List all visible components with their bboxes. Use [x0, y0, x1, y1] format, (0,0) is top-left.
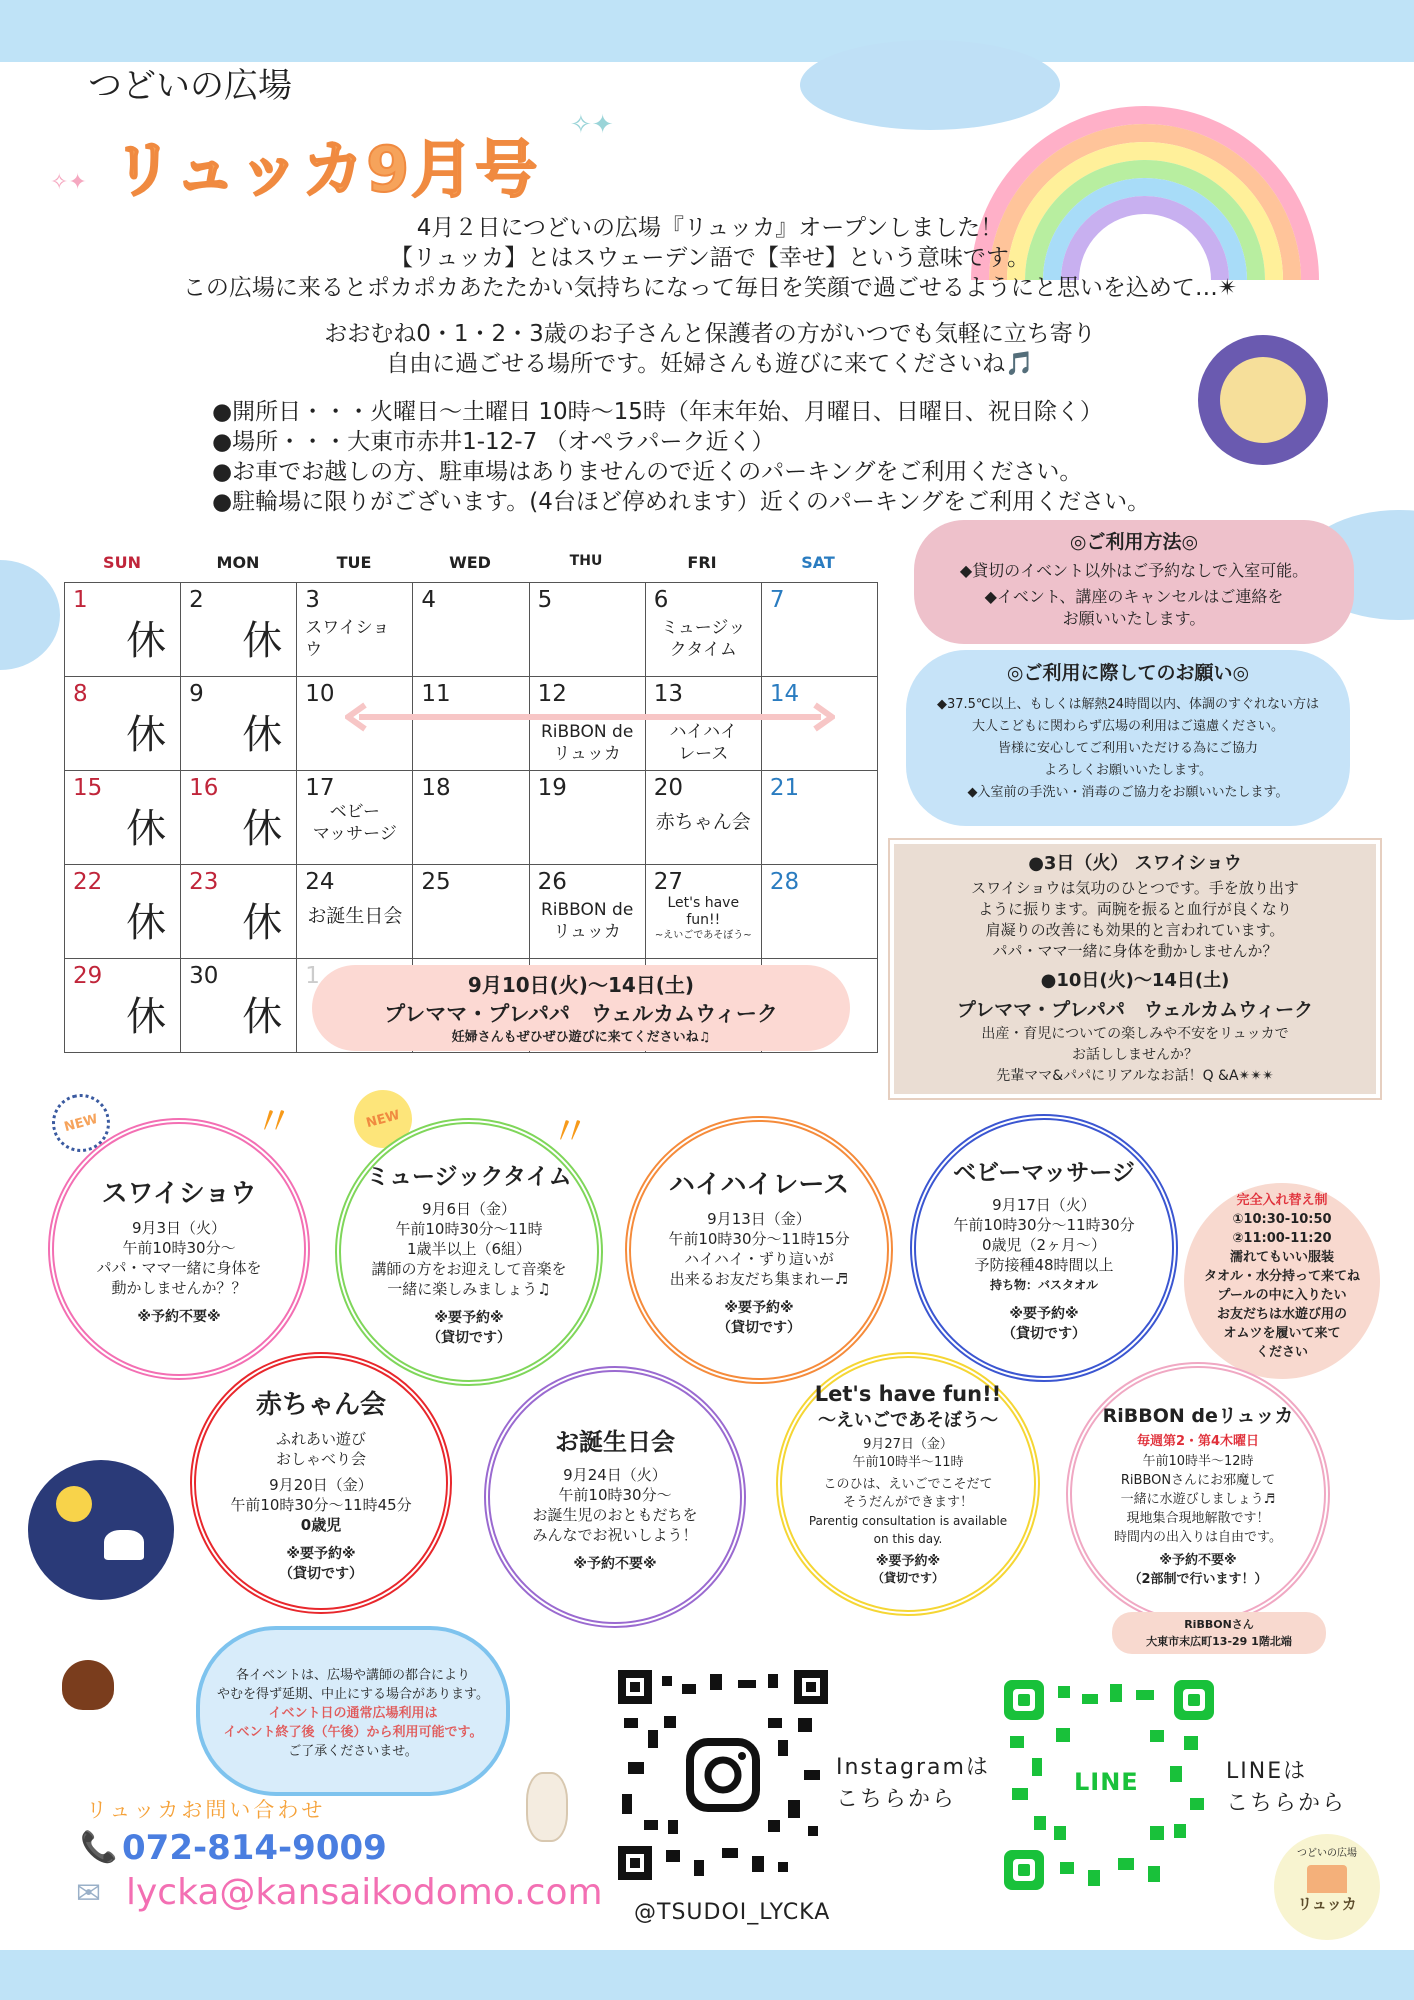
event-text: 午前10時30分〜: [558, 1485, 672, 1504]
line-label: [1226, 1756, 1346, 1820]
event-label: fun!!: [686, 912, 721, 928]
notice-text: ように振ります。両腕を振ると血行が良くなり: [978, 900, 1292, 918]
chestnut-icon: [62, 1660, 114, 1710]
event-text: 午前10時30分〜: [122, 1238, 236, 1257]
day-number: 25: [421, 869, 451, 895]
lycka-logo: [1274, 1834, 1380, 1940]
closed-mark: 休: [126, 712, 167, 758]
new-badge: NEW: [45, 1087, 116, 1158]
event-text: 9月24日（火）: [563, 1465, 667, 1484]
event-label: 赤ちゃん会: [655, 811, 751, 833]
event-note: ※予約不要※: [1159, 1553, 1237, 1568]
event-title: ベビーマッサージ: [953, 1159, 1135, 1186]
top-sky-band: [0, 0, 1414, 62]
event-title: 赤ちゃん会: [255, 1389, 386, 1420]
day-number: 15: [73, 775, 103, 801]
cancel-text: イベント終了後（午後）から利用可能です。: [223, 1725, 483, 1740]
event-text: 午前10時半〜11時: [852, 1455, 964, 1470]
mail-icon: ✉: [76, 1876, 102, 1911]
cancel-text: ご了承くださいませ。: [288, 1744, 418, 1759]
intro-line: 【リュッカ】とはスウェーデン語で【幸せ】という意味です。: [389, 245, 1031, 271]
day-number: 2: [189, 587, 204, 613]
day-header: TUE: [336, 553, 372, 572]
event-text: 午前10時30分〜11時: [395, 1219, 543, 1238]
event-note: ※要予約※: [286, 1545, 356, 1562]
day-number: 5: [537, 587, 553, 613]
day-number: 6: [653, 587, 669, 613]
notice-box: [890, 840, 1380, 1098]
day-header: FRI: [687, 553, 717, 572]
instagram-label-line: こちらから: [836, 1787, 957, 1812]
day-cell: [761, 583, 877, 677]
notice-text: 出産・育児についての楽しみや不安をリュッカで: [981, 1026, 1289, 1042]
day-number: 24: [305, 869, 335, 895]
notice-text: 肩凝りの改善にも効果的と言われています。: [985, 921, 1285, 939]
welcome-note: 妊婦さんもぜひぜひ遊びに来てくださいね♫: [451, 1030, 711, 1045]
notice-text: 先輩ママ&パパにリアルなお話！Q &A✴︎✴︎✴︎: [996, 1068, 1274, 1084]
request-text: 皆様に安心してご利用いただける為にご協力: [997, 741, 1258, 756]
usage-box: [914, 520, 1354, 644]
event-label: お誕生日会: [307, 905, 403, 927]
closed-mark: 休: [126, 994, 167, 1040]
event-note: （貸切です）: [279, 1565, 363, 1582]
instagram-label: [836, 1752, 990, 1816]
event-note: ※要予約※: [724, 1299, 794, 1316]
new-badge: NEW: [347, 1083, 418, 1154]
notice-text: パパ・ママ一緒に身体を動かしませんか？: [992, 942, 1278, 960]
event-note: （貸切です）: [427, 1329, 511, 1346]
ribbon-info-text: お友だちは水遊び用の: [1216, 1307, 1347, 1322]
event-text: ハイハイ・ずり這いが: [684, 1249, 834, 1268]
logo-text: リュッカ: [1297, 1895, 1357, 1913]
day-header: THU: [569, 553, 603, 569]
instagram-qr-code[interactable]: [618, 1670, 828, 1880]
day-cell: [181, 771, 297, 865]
event-text: 予防接種48時間以上: [974, 1255, 1114, 1274]
event-text: お誕生児のおともだちを: [532, 1505, 698, 1524]
cancel-text: イベント日の通常広場利用は: [268, 1706, 438, 1721]
day-cell: [297, 583, 413, 677]
ribbon-address: [1112, 1612, 1326, 1654]
event-text: 9月27日（金）: [863, 1437, 953, 1452]
intro-line: 自由に過ごせる場所です。妊婦さんも遊びに来てくださいね🎵: [386, 351, 1034, 377]
ribbon-address-text: 大東市末広町13-29 1階北端: [1146, 1635, 1292, 1648]
sparkle-icon: ✧✦: [50, 170, 87, 195]
page-title: リュッカ9月号: [112, 133, 540, 206]
day-cell: [413, 865, 529, 959]
day-cell: [297, 865, 413, 959]
welcome-date: 9月10日(火)〜14日(土): [467, 973, 695, 997]
info-line: ●駐輪場に限りがございます。(4台ほど停めれます）近くのパーキングをご利用ください。: [212, 489, 1151, 515]
ribbon-info-text: 濡れてもいい服装: [1229, 1250, 1334, 1265]
day-cell: [645, 771, 761, 865]
event-label: スワイショウ: [305, 618, 390, 660]
event-text: RiBBONさんにお邪魔して: [1120, 1473, 1276, 1488]
event-circle-music: [335, 1118, 603, 1386]
day-number: 22: [73, 869, 103, 895]
day-number: 17: [305, 775, 335, 801]
day-number: 11: [421, 681, 451, 707]
cancel-text: やむを得ず延期、中止にする場合があります。: [217, 1687, 489, 1702]
event-label: RiBBON de リュッカ: [540, 900, 634, 942]
instagram-handle[interactable]: @TSUDOI_LYCKA: [634, 1900, 831, 1925]
day-number: 16: [189, 775, 219, 801]
day-cell: [65, 865, 181, 959]
event-title: ハイハイレース: [668, 1169, 850, 1200]
day-number: 29: [73, 963, 103, 989]
day-number: 7: [769, 587, 785, 613]
event-text: on this day.: [873, 1532, 943, 1546]
event-circle-babymassage: [910, 1114, 1178, 1382]
sparkle-icon: ✧✦: [570, 110, 614, 140]
event-note: （貸切です）: [871, 1571, 944, 1585]
usage-title: ◎ご利用方法◎: [1069, 531, 1199, 553]
day-number: 13: [653, 681, 683, 707]
event-note: ※要予約※: [1009, 1305, 1079, 1322]
notice-title: ●3日（火） スワイショウ: [1028, 853, 1242, 874]
day-cell: [65, 771, 181, 865]
closed-mark: 休: [242, 618, 283, 664]
line-logo: LINE: [1074, 1768, 1139, 1796]
event-circle-birthday: [484, 1366, 746, 1628]
closed-mark: 休: [242, 806, 283, 852]
day-cell: [181, 677, 297, 771]
request-text: よろしくお願いいたします。: [1044, 763, 1212, 778]
event-text: 現地集合現地解散です！: [1126, 1511, 1270, 1526]
day-number: 1: [73, 587, 88, 613]
line-label-line: LINEは: [1226, 1759, 1308, 1784]
day-cell: [65, 677, 181, 771]
day-number: 27: [653, 869, 683, 895]
event-title: RiBBON deリュッカ: [1102, 1405, 1294, 1427]
event-title: お誕生日会: [555, 1427, 675, 1456]
event-text: 午前10時30分〜11時15分: [668, 1229, 850, 1248]
phone-icon: 📞: [80, 1830, 118, 1865]
closed-mark: 休: [242, 712, 283, 758]
day-number: 4: [421, 587, 437, 613]
contact-label: リュッカお問い合わせ: [86, 1798, 326, 1822]
notice-text: お話ししませんか？: [1072, 1047, 1198, 1063]
info-line: ●場所・・・大東市赤井1-12-7 （オペラパーク近く）: [212, 429, 775, 455]
day-cell: [65, 583, 181, 677]
day-header: SAT: [801, 553, 835, 572]
day-number: 18: [421, 775, 451, 801]
moon-viewing-illustration: [28, 1460, 174, 1600]
usage-text: ◆貸切のイベント以外はご予約なしで入室可能。: [959, 561, 1309, 580]
event-text: 時間内の出入りは自由です。: [1114, 1530, 1282, 1545]
event-text: 午前10時30分〜11時45分: [230, 1495, 412, 1514]
event-label: RiBBON de リュッカ: [540, 722, 634, 764]
day-number: 26: [537, 869, 567, 895]
day-header: WED: [449, 553, 491, 572]
event-text: ふれあい遊び: [275, 1429, 366, 1448]
day-cell: [761, 865, 877, 959]
info-line: ●お車でお越しの方、駐車場はありませんので近くのパーキングをご利用ください。: [212, 459, 1083, 485]
burst-icon: 〃: [550, 1109, 590, 1155]
event-label: ハイハイ レース: [669, 722, 738, 764]
event-text: 午前10時30分〜11時30分: [953, 1215, 1135, 1234]
event-circle-english: [776, 1352, 1040, 1616]
day-number: 23: [189, 869, 219, 895]
event-text: このひは、えいごでこそだて: [823, 1477, 993, 1492]
event-note: ※要予約※: [875, 1554, 941, 1569]
day-number: 14: [769, 681, 800, 707]
request-text: ◆入室前の手洗い・消毒のご協力をお願いいたします。: [967, 785, 1289, 800]
event-note: ※要予約※: [434, 1309, 504, 1326]
day-number: 3: [305, 587, 320, 613]
day-number: 28: [769, 869, 800, 895]
day-number: 19: [537, 775, 567, 801]
event-text: おしゃべり会: [275, 1449, 366, 1468]
ribbon-info-text: ①10:30-10:50: [1232, 1212, 1332, 1227]
day-number: 30: [189, 963, 219, 989]
ribbon-address-text: RiBBONさん: [1184, 1618, 1254, 1631]
event-circle-akachan: [190, 1352, 452, 1614]
day-cell: [413, 771, 529, 865]
event-text: 動かしませんか？？: [111, 1278, 247, 1297]
day-cell: [761, 771, 877, 865]
closed-mark: 休: [126, 806, 167, 852]
request-text: ◆37.5℃以上、もしくは解熱24時間以内、体調のすぐれない方は: [936, 697, 1320, 712]
event-text: 9月20日（金）: [269, 1475, 373, 1494]
ribbon-info-text: ②11:00-11:20: [1232, 1231, 1332, 1246]
week-arrow: [345, 702, 835, 732]
event-text: 9月17日（火）: [992, 1195, 1096, 1214]
line-label-line: こちらから: [1226, 1791, 1347, 1816]
event-text: 一緒に楽しみましょう♫: [387, 1279, 551, 1298]
closed-mark: 休: [126, 618, 167, 664]
event-text: 9月13日（金）: [707, 1209, 811, 1228]
closed-mark: 休: [242, 994, 283, 1040]
request-text: 大人こどもに関わらず広場の利用はご遠慮ください。: [971, 719, 1284, 734]
event-text: Parentig consultation is available: [808, 1514, 1008, 1528]
house-icon: [1307, 1865, 1347, 1893]
event-label: ~えいごであそぼう~: [654, 930, 752, 941]
day-number: 21: [769, 775, 800, 801]
day-cell: [181, 583, 297, 677]
request-title: ◎ご利用に際してのお願い◎: [1006, 662, 1250, 684]
usage-text: お願いいたします。: [1062, 609, 1206, 628]
intro-line: 4月２日につどいの広場『リュッカ』オープンしました！: [416, 215, 1004, 241]
event-note: （貸切です）: [717, 1319, 801, 1336]
event-text: みんなでお祝いしよう！: [532, 1525, 698, 1544]
closed-mark: 休: [126, 900, 167, 946]
day-cell: [65, 959, 181, 1053]
day-number: 1: [305, 963, 320, 989]
event-text: 9月3日（火）: [131, 1218, 227, 1237]
event-text: 0歳児: [300, 1515, 342, 1534]
event-text: 持ち物：バスタオル: [989, 1277, 1098, 1292]
event-circle-haihai: [625, 1116, 893, 1384]
event-label: Let's have: [667, 895, 740, 911]
notice-text: スワイショウは気功のひとつです。手を放り出す: [971, 879, 1299, 897]
day-cell: [645, 583, 761, 677]
email-address[interactable]: lycka@kansaikodomo.com: [126, 1872, 603, 1913]
ribbon-info-bubble: [1184, 1183, 1380, 1379]
welcome-title: プレママ・プレパパ ウェルカムウィーク: [384, 1002, 778, 1026]
bottom-sky-band: [0, 1950, 1414, 2000]
cloud: [0, 560, 60, 670]
event-note: （2部制で行います！）: [1128, 1572, 1268, 1587]
intro-line: おおむね0・1・2・3歳のお子さんと保護者の方がいつでも気軽に立ち寄り: [324, 321, 1096, 347]
day-header: MON: [216, 553, 260, 572]
burst-icon: 〃: [254, 1099, 294, 1145]
event-text: 一緒に水遊びしましょう♬: [1120, 1492, 1276, 1507]
info-line: ●開所日・・・火曜日〜土曜日 10時〜15時（年末年始、月曜日、日曜日、祝日除く）: [212, 399, 1103, 425]
closed-mark: 休: [242, 900, 283, 946]
event-text: 9月6日（金）: [421, 1199, 517, 1218]
day-number: 10: [305, 681, 335, 707]
ribbon-info-text: オムツを履いて来て: [1223, 1326, 1341, 1341]
rabbit-icon: [526, 1772, 568, 1842]
cancel-text: 各イベントは、広場や講師の都合により: [235, 1668, 470, 1683]
event-text: パパ・ママ一緒に身体を: [96, 1258, 262, 1277]
logo-text: つどいの広場: [1297, 1848, 1357, 1859]
event-text: 出来るお友だち集まれー♬: [669, 1269, 849, 1288]
request-box: [906, 650, 1350, 826]
event-label: ベビー マッサージ: [312, 802, 397, 844]
cancel-notice: [196, 1626, 510, 1796]
event-text: 講師の方をお迎えして音楽を: [371, 1259, 567, 1278]
day-cell: [529, 771, 645, 865]
day-cell: [645, 865, 761, 959]
instagram-label-line: Instagramは: [836, 1755, 990, 1780]
subtitle: つどいの広場: [88, 66, 292, 106]
ribbon-info-text: プールの中に入りたい: [1217, 1288, 1347, 1303]
welcome-week-banner: [312, 965, 850, 1051]
event-text: 0歳児（2ヶ月〜）: [981, 1235, 1107, 1254]
day-cell: [529, 865, 645, 959]
event-text: 毎週第2・第4木曜日: [1136, 1434, 1260, 1449]
ribbon-info-text: タオル・水分持って来てね: [1203, 1269, 1360, 1284]
phone-number[interactable]: 072-814-9009: [122, 1828, 387, 1868]
event-text: 午前10時半〜12時: [1142, 1454, 1254, 1469]
ribbon-info-text: ください: [1255, 1345, 1308, 1360]
day-number: 9: [189, 681, 204, 707]
day-header: SUN: [103, 553, 141, 572]
event-circle-ribbon: [1066, 1362, 1330, 1626]
event-text: そうだんができます！: [842, 1495, 973, 1510]
day-number: 8: [73, 681, 88, 707]
event-circle-swaishou: [48, 1118, 310, 1380]
event-title: ミュージックタイム: [366, 1163, 572, 1190]
ribbon-info-title: 完全入れ替え制: [1236, 1193, 1328, 1208]
usage-text: ◆イベント、講座のキャンセルはご連絡を: [984, 587, 1284, 606]
day-number: 12: [537, 681, 567, 707]
day-cell: [297, 771, 413, 865]
day-number: 20: [653, 775, 683, 801]
notice-title: ●10日(火)〜14日(土): [1040, 970, 1230, 991]
day-cell: [181, 959, 297, 1053]
event-title: Let's have fun!!: [814, 1382, 1002, 1406]
day-cell: [181, 865, 297, 959]
day-cell: [529, 583, 645, 677]
event-note: （貸切です）: [1002, 1325, 1086, 1342]
event-note: ※予約不要※: [573, 1555, 657, 1572]
event-label: ミュージックタイム: [661, 618, 746, 660]
event-text: 1歳半以上（6組）: [406, 1239, 532, 1258]
event-title: スワイショウ: [101, 1178, 257, 1209]
event-note: ※予約不要※: [137, 1308, 221, 1325]
notice-title: プレママ・プレパパ ウェルカムウィーク: [956, 999, 1314, 1021]
event-subtitle: 〜えいごであそぼう〜: [818, 1410, 998, 1431]
intro-line: この広場に来るとポカポカあたたかい気持ちになって毎日を笑顔で過ごせるようにと思いを込めて…✴︎: [182, 275, 1238, 301]
day-cell: [413, 583, 529, 677]
